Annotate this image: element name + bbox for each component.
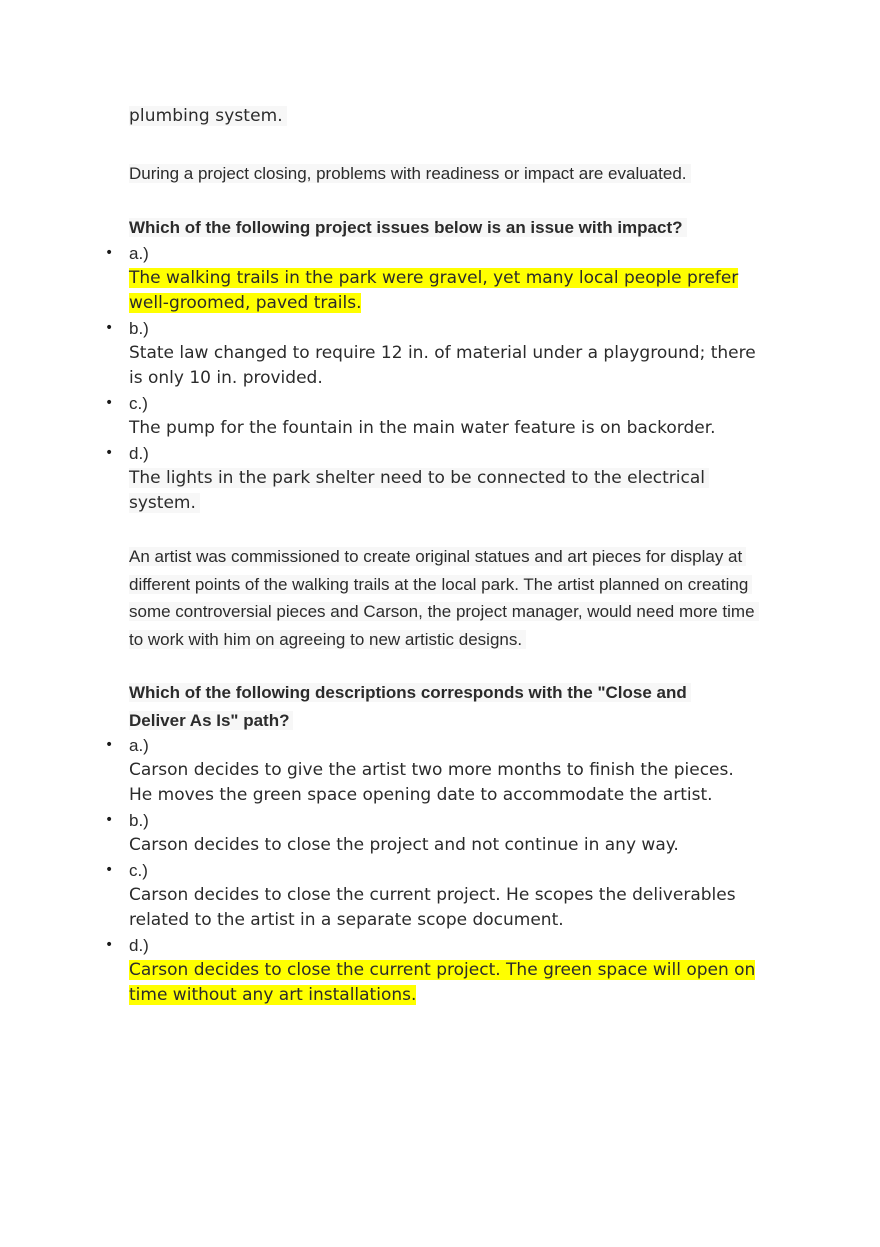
question-1-option-d[interactable]: [105, 441, 759, 516]
option-text: [129, 341, 759, 391]
option-text: [129, 416, 759, 441]
option-label: c.): [129, 394, 148, 413]
option-label: a.): [129, 244, 149, 263]
option-text: [129, 833, 759, 858]
question-1-option-b[interactable]: [105, 316, 759, 391]
question-2-options: [105, 733, 759, 1008]
question-2-prompt-text: Which of the following descriptions corresponds with the "Close and Deliver As Is" path?: [129, 683, 691, 730]
intro-fragment: [129, 104, 759, 129]
option-label: b.): [129, 811, 149, 830]
question-1-stem: [129, 160, 759, 188]
question-1-option-c[interactable]: [105, 391, 759, 441]
option-label: d.): [129, 444, 149, 463]
option-text: [129, 466, 759, 516]
option-text: [129, 266, 759, 316]
question-2-prompt: [129, 679, 729, 734]
option-label: c.): [129, 861, 148, 880]
option-text: [129, 758, 759, 808]
option-label: d.): [129, 936, 149, 955]
question-2-option-c[interactable]: [105, 858, 759, 933]
question-1-stem-text: During a project closing, problems with readiness or impact are evaluated.: [129, 164, 691, 183]
question-2-option-a[interactable]: [105, 733, 759, 808]
question-2-option-d[interactable]: [105, 933, 759, 1008]
option-text-content: State law changed to require 12 in. of material under a playground; there is only 10 in. provided.: [129, 343, 756, 388]
question-1-prompt: [129, 214, 759, 242]
option-label: b.): [129, 319, 149, 338]
question-2-option-b[interactable]: [105, 808, 759, 858]
option-text: [129, 883, 759, 933]
question-1-options: [105, 241, 759, 516]
question-2-stem-text: An artist was commissioned to create original statues and art pieces for display at different points of the walking trails at the local park. The artist planned on creating some controversial pieces and Carson, the project manager, would need more time to work with him on agreeing to new artistic designs.: [129, 547, 759, 649]
highlighted-answer: The walking trails in the park were gravel, yet many local people prefer well-groomed, paved trails.: [129, 268, 739, 313]
option-text-content: The lights in the park shelter need to be connected to the electrical system.: [129, 468, 709, 513]
question-1-option-a[interactable]: [105, 241, 759, 316]
option-label: a.): [129, 736, 149, 755]
bullet-icon: •: [105, 862, 114, 878]
option-text-content: The pump for the fountain in the main water feature is on backorder.: [129, 418, 716, 438]
question-1-prompt-text: Which of the following project issues below is an issue with impact?: [129, 218, 687, 237]
option-text-content: Carson decides to give the artist two more months to finish the pieces. He moves the green space opening date to accommodate the artist.: [129, 760, 734, 805]
question-2-stem: [129, 543, 759, 653]
bullet-icon: •: [105, 395, 114, 411]
bullet-icon: •: [105, 737, 114, 753]
bullet-icon: •: [105, 937, 114, 953]
intro-fragment-text: plumbing system.: [129, 106, 287, 126]
bullet-icon: •: [105, 320, 114, 336]
option-text-content: Carson decides to close the project and not continue in any way.: [129, 835, 679, 855]
bullet-icon: •: [105, 445, 114, 461]
bullet-icon: •: [105, 812, 114, 828]
option-text: [129, 958, 759, 1008]
bullet-icon: •: [105, 245, 114, 261]
option-text-content: Carson decides to close the current project. He scopes the deliverables related to the artist in a separate scope document.: [129, 885, 736, 930]
highlighted-answer: Carson decides to close the current project. The green space will open on time without any art installations.: [129, 960, 756, 1005]
